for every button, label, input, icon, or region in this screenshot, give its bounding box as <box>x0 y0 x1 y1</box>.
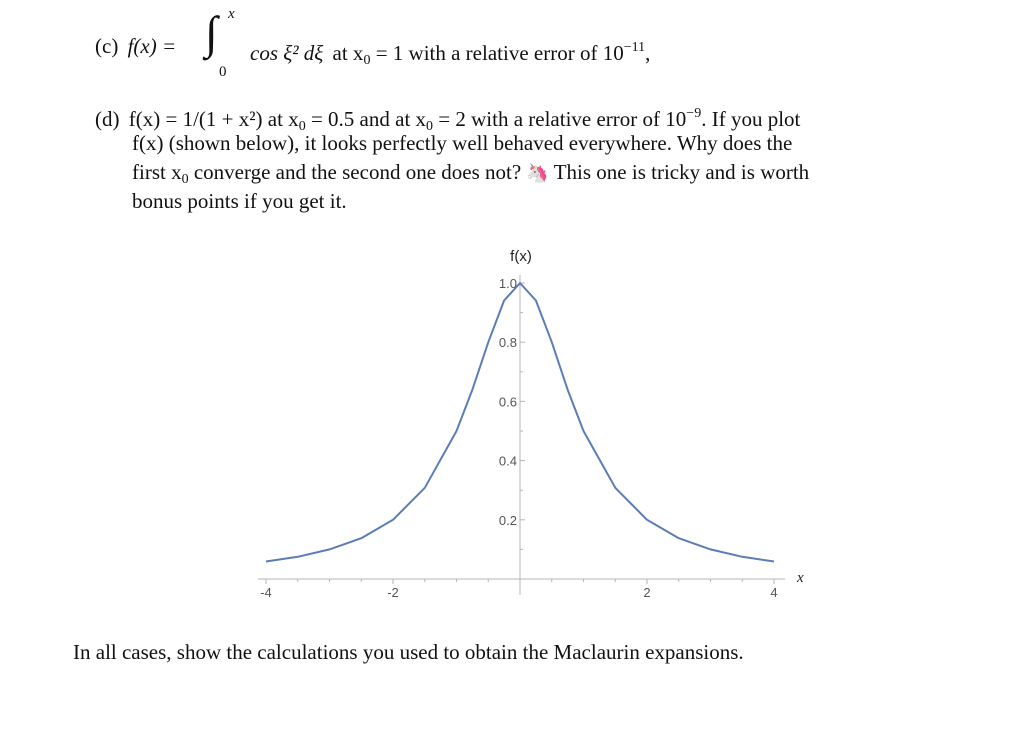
item-d-sub3: 0 <box>181 172 189 187</box>
item-d-l1c: = 2 with a relative error of 10 <box>438 107 687 131</box>
unicorn-icon: 🦄 <box>526 163 549 184</box>
item-d-line-4: bonus points if you get it. <box>132 189 347 213</box>
item-c-label: (c) <box>95 34 119 58</box>
item-d-exp: −9 <box>686 106 702 121</box>
x-tick-label: -4 <box>260 585 272 600</box>
y-axis-label: f(x) <box>510 248 532 265</box>
item-d-l1d: . If you plot <box>701 107 801 131</box>
closing-sentence: In all cases, show the calculations you used to obtain the Maclaurin expansions. <box>73 640 744 664</box>
integrand: cos ξ² dξ <box>250 41 324 65</box>
item-d-line-2: f(x) (shown below), it looks perfectly well behaved everywhere. Why does the <box>132 131 793 155</box>
integral-lower-limit: 0 <box>219 64 227 80</box>
item-c-exponent: −11 <box>623 40 646 55</box>
item-d-label: (d) <box>95 107 120 131</box>
item-d-sub1: 0 <box>298 119 306 134</box>
integral-sign: ∫ <box>205 7 218 58</box>
item-d-l3b: converge and the second one does not? <box>193 160 522 184</box>
item-c-sub: 0 <box>363 53 371 68</box>
y-tick-label: 1.0 <box>498 276 517 291</box>
item-c-text-b: = 1 with a relative error of 10 <box>375 41 624 65</box>
item-d-l3a: first x <box>132 160 182 184</box>
x-tick-label: 4 <box>770 585 778 600</box>
item-d-l1b: = 0.5 and at x <box>310 107 427 131</box>
item-c-lhs: f(x) = <box>127 34 177 58</box>
x-axis-label: x <box>797 570 804 586</box>
x-tick-label: 2 <box>643 585 651 600</box>
y-tick-label: 0.4 <box>498 453 517 469</box>
integral-upper-limit: x <box>228 6 235 22</box>
y-tick-label: 0.6 <box>498 394 517 410</box>
y-tick-label: 0.2 <box>498 512 517 528</box>
item-c-text-a: at x <box>332 41 364 65</box>
item-d-l3c: This one is tricky and is worth <box>553 160 810 184</box>
item-c-tail: , <box>645 41 651 65</box>
item-d-sub2: 0 <box>426 119 434 134</box>
y-tick-label: 0.8 <box>498 335 517 351</box>
item-d-l1a: f(x) = 1/(1 + x²) at x <box>128 107 299 131</box>
x-tick-label: -2 <box>387 585 399 600</box>
